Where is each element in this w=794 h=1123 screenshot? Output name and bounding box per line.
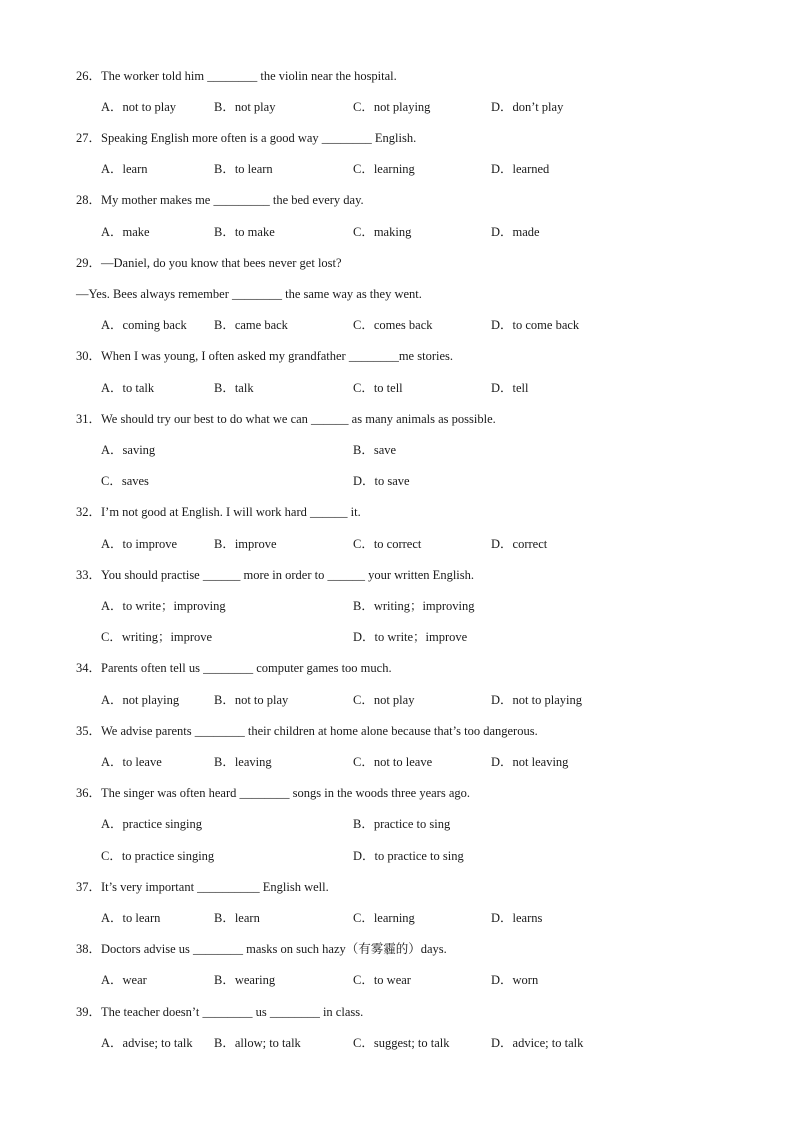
q29-option-b: B．came back: [214, 318, 288, 332]
q34-option-a: A．not playing: [101, 693, 180, 707]
q27-option-c: C．learning: [353, 162, 415, 176]
q37-option-d: D．learns: [491, 911, 543, 925]
q36-option-a: A．practice singing: [101, 817, 203, 831]
q38-option-d: D．worn: [491, 973, 539, 987]
q36-option-d: D．to practice to sing: [353, 849, 464, 863]
q32-option-a: A．to improve: [101, 537, 178, 551]
question-26-stem: 26．The worker told him ________ the violin near the hospital.: [76, 69, 397, 83]
q32-option-b: B．improve: [214, 537, 277, 551]
q33-option-b: B．writing；improving: [353, 599, 475, 613]
question-37-stem: 37．It’s very important __________ English well.: [76, 880, 329, 894]
q31-option-c: C．saves: [101, 474, 149, 488]
q28-option-d: D．made: [491, 225, 540, 239]
q27-option-a: A．learn: [101, 162, 148, 176]
q38-option-a: A．wear: [101, 973, 147, 987]
question-27-stem: 27．Speaking English more often is a good way ________ English.: [76, 131, 417, 145]
q29-option-c: C．comes back: [353, 318, 433, 332]
q35-option-d: D．not leaving: [491, 755, 569, 769]
q26-option-d: D．don’t play: [491, 100, 564, 114]
q29-option-d: D．to come back: [491, 318, 580, 332]
q35-option-a: A．to leave: [101, 755, 162, 769]
q30-option-c: C．to tell: [353, 381, 403, 395]
q32-option-d: D．correct: [491, 537, 548, 551]
question-29-stem: 29．—Daniel, do you know that bees never get lost?: [76, 256, 342, 270]
question-39-stem: 39．The teacher doesn’t ________ us ________ in class.: [76, 1005, 364, 1019]
q36-option-c: C．to practice singing: [101, 849, 215, 863]
q28-option-b: B．to make: [214, 225, 275, 239]
q26-option-c: C．not playing: [353, 100, 431, 114]
q32-option-c: C．to correct: [353, 537, 422, 551]
q26-option-b: B．not play: [214, 100, 276, 114]
question-33-stem: 33．You should practise ______ more in order to ______ your written English.: [76, 568, 474, 582]
q29-option-a: A．coming back: [101, 318, 187, 332]
q35-option-c: C．not to leave: [353, 755, 433, 769]
q34-option-b: B．not to play: [214, 693, 289, 707]
q30-option-b: B．talk: [214, 381, 254, 395]
q33-option-a: A．to write；improving: [101, 599, 226, 613]
question-32-stem: 32．I’m not good at English. I will work hard ______ it.: [76, 505, 361, 519]
q37-option-c: C．learning: [353, 911, 415, 925]
q33-option-d: D．to write；improve: [353, 630, 468, 644]
q39-option-d: D．advice; to talk: [491, 1036, 584, 1050]
question-29-response: —Yes. Bees always remember ________ the same way as they went.: [76, 287, 422, 301]
q28-option-a: A．make: [101, 225, 150, 239]
question-36-stem: 36．The singer was often heard ________ songs in the woods three years ago.: [76, 786, 471, 800]
q33-option-c: C．writing；improve: [101, 630, 213, 644]
q38-option-c: C．to wear: [353, 973, 411, 987]
q34-option-c: C．not play: [353, 693, 415, 707]
q36-option-b: B．practice to sing: [353, 817, 451, 831]
question-30-stem: 30．When I was young, I often asked my grandfather ________me stories.: [76, 349, 453, 363]
q31-option-d: D．to save: [353, 474, 410, 488]
q31-option-b: B．save: [353, 443, 397, 457]
q38-option-b: B．wearing: [214, 973, 276, 987]
q35-option-b: B．leaving: [214, 755, 272, 769]
q37-option-b: B．learn: [214, 911, 260, 925]
q34-option-d: D．not to playing: [491, 693, 582, 707]
question-35-stem: 35．We advise parents ________ their children at home alone because that’s too dangerous.: [76, 724, 538, 738]
q26-option-a: A．not to play: [101, 100, 176, 114]
q27-option-d: D．learned: [491, 162, 550, 176]
q39-option-c: C．suggest; to talk: [353, 1036, 450, 1050]
q31-option-a: A．saving: [101, 443, 156, 457]
q28-option-c: C．making: [353, 225, 412, 239]
q30-option-a: A．to talk: [101, 381, 155, 395]
question-28-stem: 28．My mother makes me _________ the bed every day.: [76, 193, 364, 207]
q39-option-b: B．allow; to talk: [214, 1036, 301, 1050]
q27-option-b: B．to learn: [214, 162, 273, 176]
question-38-stem: 38．Doctors advise us ________ masks on such hazy（有雾霾的）days.: [76, 942, 447, 956]
question-34-stem: 34．Parents often tell us ________ computer games too much.: [76, 661, 392, 675]
q37-option-a: A．to learn: [101, 911, 161, 925]
question-31-stem: 31．We should try our best to do what we can ______ as many animals as possible.: [76, 412, 496, 426]
q39-option-a: A．advise; to talk: [101, 1036, 193, 1050]
q30-option-d: D．tell: [491, 381, 529, 395]
